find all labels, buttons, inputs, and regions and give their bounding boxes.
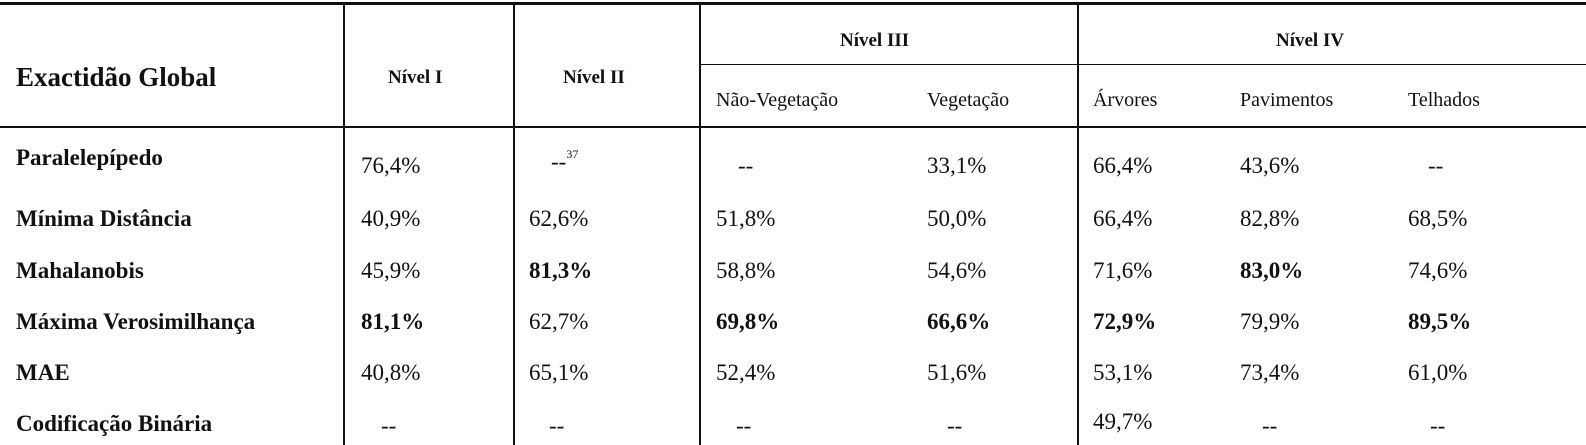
table-cell: 74,6% — [1408, 258, 1468, 283]
row-label: Mínima Distância — [16, 206, 192, 231]
table-cell: 43,6% — [1240, 153, 1300, 178]
top-rule — [0, 2, 1586, 5]
header-nivel-1: Nível I — [388, 67, 443, 88]
row-label: Mahalanobis — [16, 258, 144, 283]
table-cell — [551, 147, 579, 174]
table-cell-best: 83,0% — [1240, 258, 1304, 283]
table-cell: 40,9% — [361, 206, 421, 231]
header-nivel-4: Nível IV — [1276, 30, 1345, 51]
table-cell: 62,7% — [529, 309, 589, 334]
subheader-rule — [700, 64, 1586, 65]
subheader-vegetacao: Vegetação — [927, 89, 1010, 111]
table-cell: 50,0% — [927, 206, 987, 231]
cell-value: -- — [551, 149, 567, 174]
column-divider — [1077, 5, 1079, 445]
table-cell-best: 72,9% — [1093, 309, 1157, 334]
table-cell-best: 81,3% — [529, 258, 593, 283]
table-cell: 49,7% — [1093, 409, 1153, 434]
subheader-telhados: Telhados — [1408, 89, 1480, 111]
table-cell: -- — [381, 413, 397, 438]
row-label: Máxima Verosimilhança — [16, 309, 256, 334]
table-cell: 51,8% — [716, 206, 776, 231]
header-rule — [0, 126, 1586, 128]
table-title: Exactidão Global — [16, 62, 217, 92]
row-label: MAE — [16, 360, 70, 385]
table-cell: 66,4% — [1093, 206, 1153, 231]
table-cell: -- — [1428, 153, 1444, 178]
table-cell: 62,6% — [529, 206, 589, 231]
table-cell: -- — [549, 413, 565, 438]
table-cell: 82,8% — [1240, 206, 1300, 231]
column-divider — [513, 5, 515, 445]
table-cell: 53,1% — [1093, 360, 1153, 385]
table-cell-best: 69,8% — [716, 309, 780, 334]
header-nivel-2: Nível II — [563, 67, 625, 88]
table-cell-best: 89,5% — [1408, 309, 1472, 334]
table-cell: 76,4% — [361, 153, 421, 178]
table-cell: 58,8% — [716, 258, 776, 283]
table-cell: 66,4% — [1093, 153, 1153, 178]
table-cell: -- — [1430, 413, 1446, 438]
subheader-arvores: Árvores — [1093, 89, 1158, 111]
table-cell: 79,9% — [1240, 309, 1300, 334]
table-cell: 51,6% — [927, 360, 987, 385]
subheader-nao-vegetacao: Não-Vegetação — [716, 89, 839, 111]
column-divider — [699, 5, 701, 445]
table-cell: 40,8% — [361, 360, 421, 385]
table-cell: 68,5% — [1408, 206, 1468, 231]
footnote-marker: 37 — [566, 147, 579, 161]
table-cell: 65,1% — [529, 360, 589, 385]
table-cell: 61,0% — [1408, 360, 1468, 385]
row-label: Codificação Binária — [16, 411, 213, 436]
table-cell: -- — [736, 413, 752, 438]
table-cell-best: 66,6% — [927, 309, 991, 334]
header-nivel-3: Nível III — [840, 30, 910, 51]
row-label: Paralelepípedo — [16, 145, 163, 170]
table-cell: 71,6% — [1093, 258, 1153, 283]
table-cell: 52,4% — [716, 360, 776, 385]
table-cell: 33,1% — [927, 153, 987, 178]
table-cell-best: 81,1% — [361, 309, 425, 334]
table-cell: 54,6% — [927, 258, 987, 283]
subheader-pavimentos: Pavimentos — [1240, 89, 1334, 111]
table-cell: -- — [1262, 413, 1278, 438]
table-cell: 45,9% — [361, 258, 421, 283]
column-divider — [343, 5, 345, 445]
table-cell: -- — [738, 153, 754, 178]
table-cell: -- — [947, 413, 963, 438]
table-cell: 73,4% — [1240, 360, 1300, 385]
